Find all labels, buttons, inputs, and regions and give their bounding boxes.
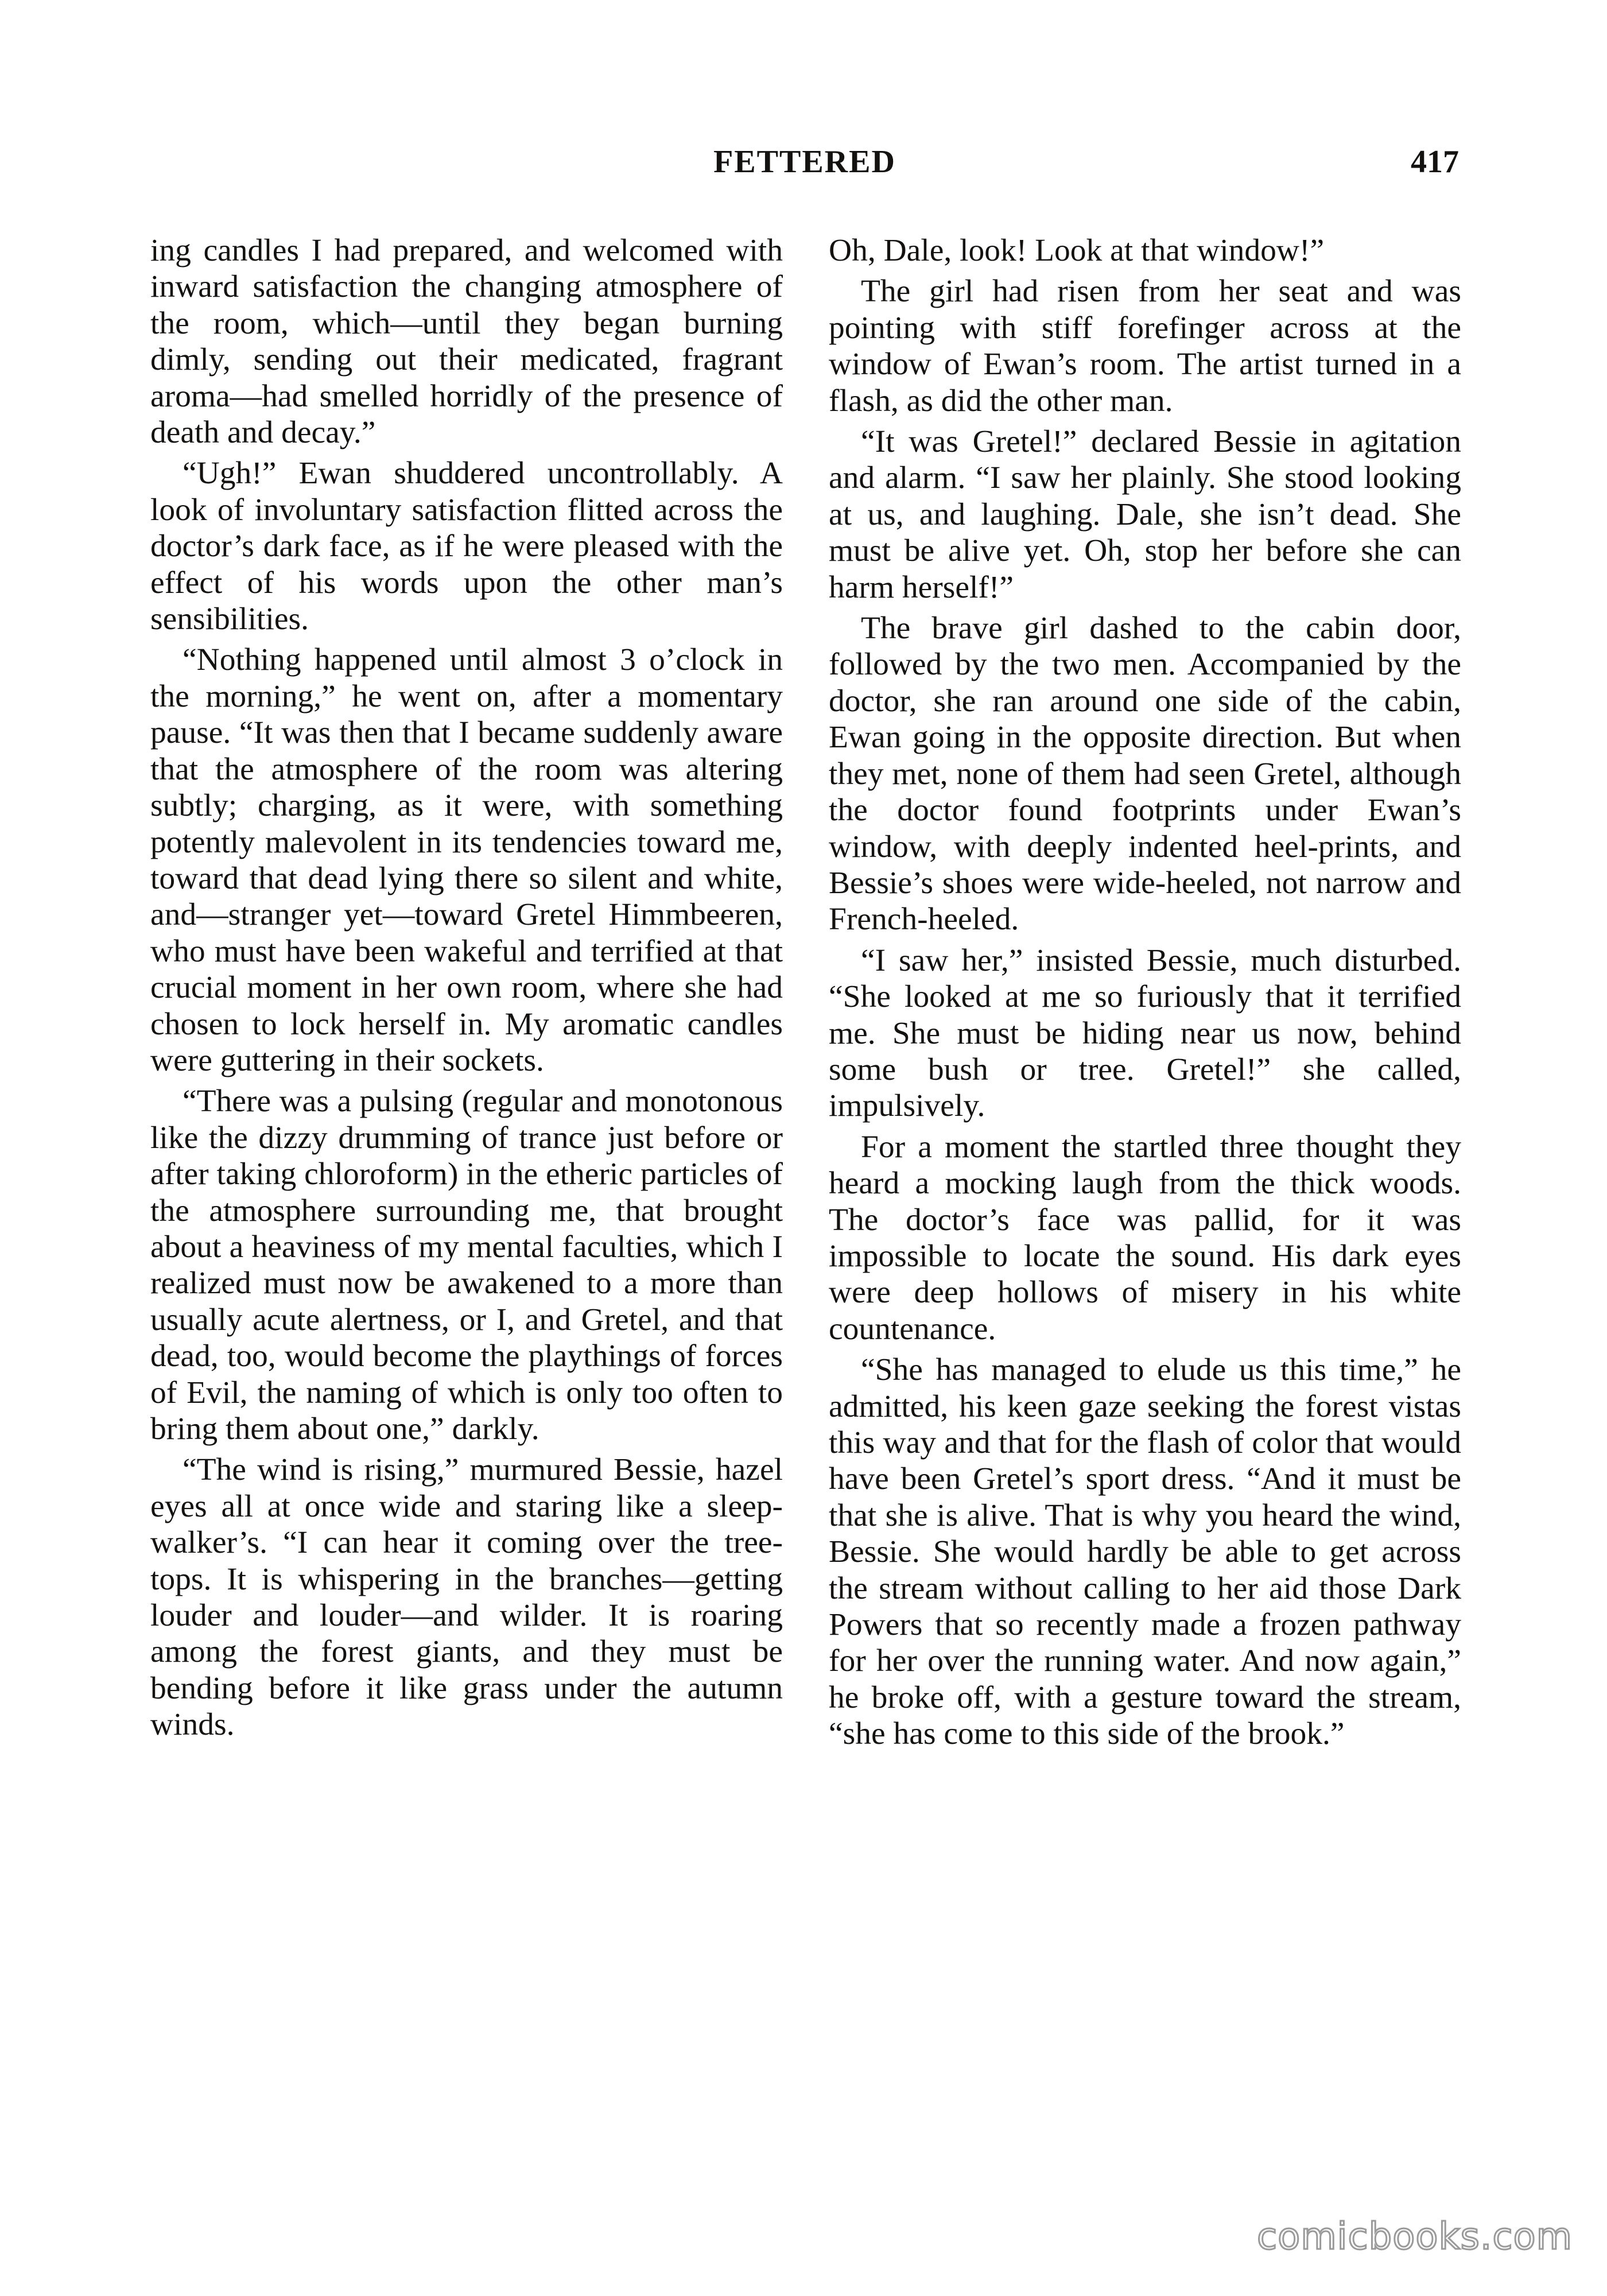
paragraph: The girl had risen from her seat and was pointing with stiff forefinger across at the window of Ewan’s room. The artist turned in a flash, as did the other man. bbox=[829, 274, 1461, 418]
page-number: 417 bbox=[1411, 144, 1459, 180]
paragraph: For a moment the startled three thought they heard a mocking laugh from the thick woods. The doctor’s face was pallid, for it was impossible to locate the sound. His dark eyes were deep hollows of misery in his white countenance. bbox=[829, 1129, 1461, 1347]
page-header bbox=[150, 144, 1459, 189]
paragraph: “Nothing happened until almost 3 o’clock in the morning,” he went on, after a momentary pause. “It was then that I became suddenly aware that the atmosphere of the room was altering subtly; charging, as it were, with something potently malevolent in its tendencies toward me, toward that dead lying there so silent and white, and—stranger yet—toward Gretel Himmbeeren, who must have been wakeful and terrified at that crucial moment in her own room, where she had chosen to lock herself in. My aromatic candles were guttering in their sockets. bbox=[150, 642, 783, 1078]
paragraph: The brave girl dashed to the cabin door, followed by the two men. Accompanied by the doctor, she ran around one side of the cabin, Ewan going in the opposite direction. But when they met, none of them had seen Gretel, although the doctor found footprints under Ewan’s window, with deeply indented heel-prints, and Bessie’s shoes were wide-heeled, not narrow and French-heeled. bbox=[829, 611, 1461, 937]
paragraph: “She has managed to elude us this time,” he admitted, his keen gaze seeking the forest vistas this way and that for the flash of color that would have been Gretel’s sport dress. “And it must be that she is alive. That is why you heard the wind, Bessie. She would hardly be able to get across the stream without calling to her aid those Dark Powers that so recently made a frozen pathway for her over the running water. And now again,” he broke off, with a gesture toward the stream, “she has come to this side of the brook.” bbox=[829, 1352, 1461, 1752]
paragraph: Oh, Dale, look! Look at that window!” bbox=[829, 233, 1325, 268]
paragraph: “The wind is rising,” murmured Bessie, hazel eyes all at once wide and staring like a sleep-walker’s. “I can hear it coming over the tree-tops. It is whispering in the branches—getting louder and louder—and wilder. It is roaring among the forest giants, and they must be bending before it like grass under the autumn winds. bbox=[150, 1452, 783, 1743]
left-column bbox=[150, 232, 783, 1748]
paragraph: “Ugh!” Ewan shuddered uncontrollably. A look of involuntary satisfaction flitted across the doctor’s dark face, as if he were pleased with the effect of his words upon the other man’s sensibilities. bbox=[150, 456, 783, 637]
paragraph: “There was a pulsing (regular and monotonous like the dizzy drumming of trance just before or after taking chloroform) in the etheric particles of the atmosphere surrounding me, that brought about a heaviness of my mental faculties, which I realized must now be awakened to a more than usually acute alertness, or I, and Gretel, and that dead, too, would become the playthings of forces of Evil, the naming of which is only too often to bring them about one,” darkly. bbox=[150, 1084, 783, 1446]
right-column bbox=[829, 232, 1461, 1757]
watermark: comicbooks.com bbox=[1256, 2216, 1573, 2258]
paragraph: “I saw her,” insisted Bessie, much disturbed. “She looked at me so furiously that it terrified me. She must be hiding near us now, behind some bush or tree. Gretel!” she called, impulsively. bbox=[829, 943, 1461, 1124]
paragraph: ing candles I had prepared, and welcomed with inward satisfaction the changing atmosphere of the room, which—until they began burning dimly, sending out their medicated, fragrant aroma—had smelled horridly of the presence of death and decay.” bbox=[150, 233, 783, 451]
paragraph: “It was Gretel!” declared Bessie in agitation and alarm. “I saw her plainly. She stood looking at us, and laughing. Dale, she isn’t dead. She must be alive yet. Oh, stop her before she can harm herself!” bbox=[829, 424, 1461, 605]
running-head: FETTERED bbox=[713, 144, 896, 180]
